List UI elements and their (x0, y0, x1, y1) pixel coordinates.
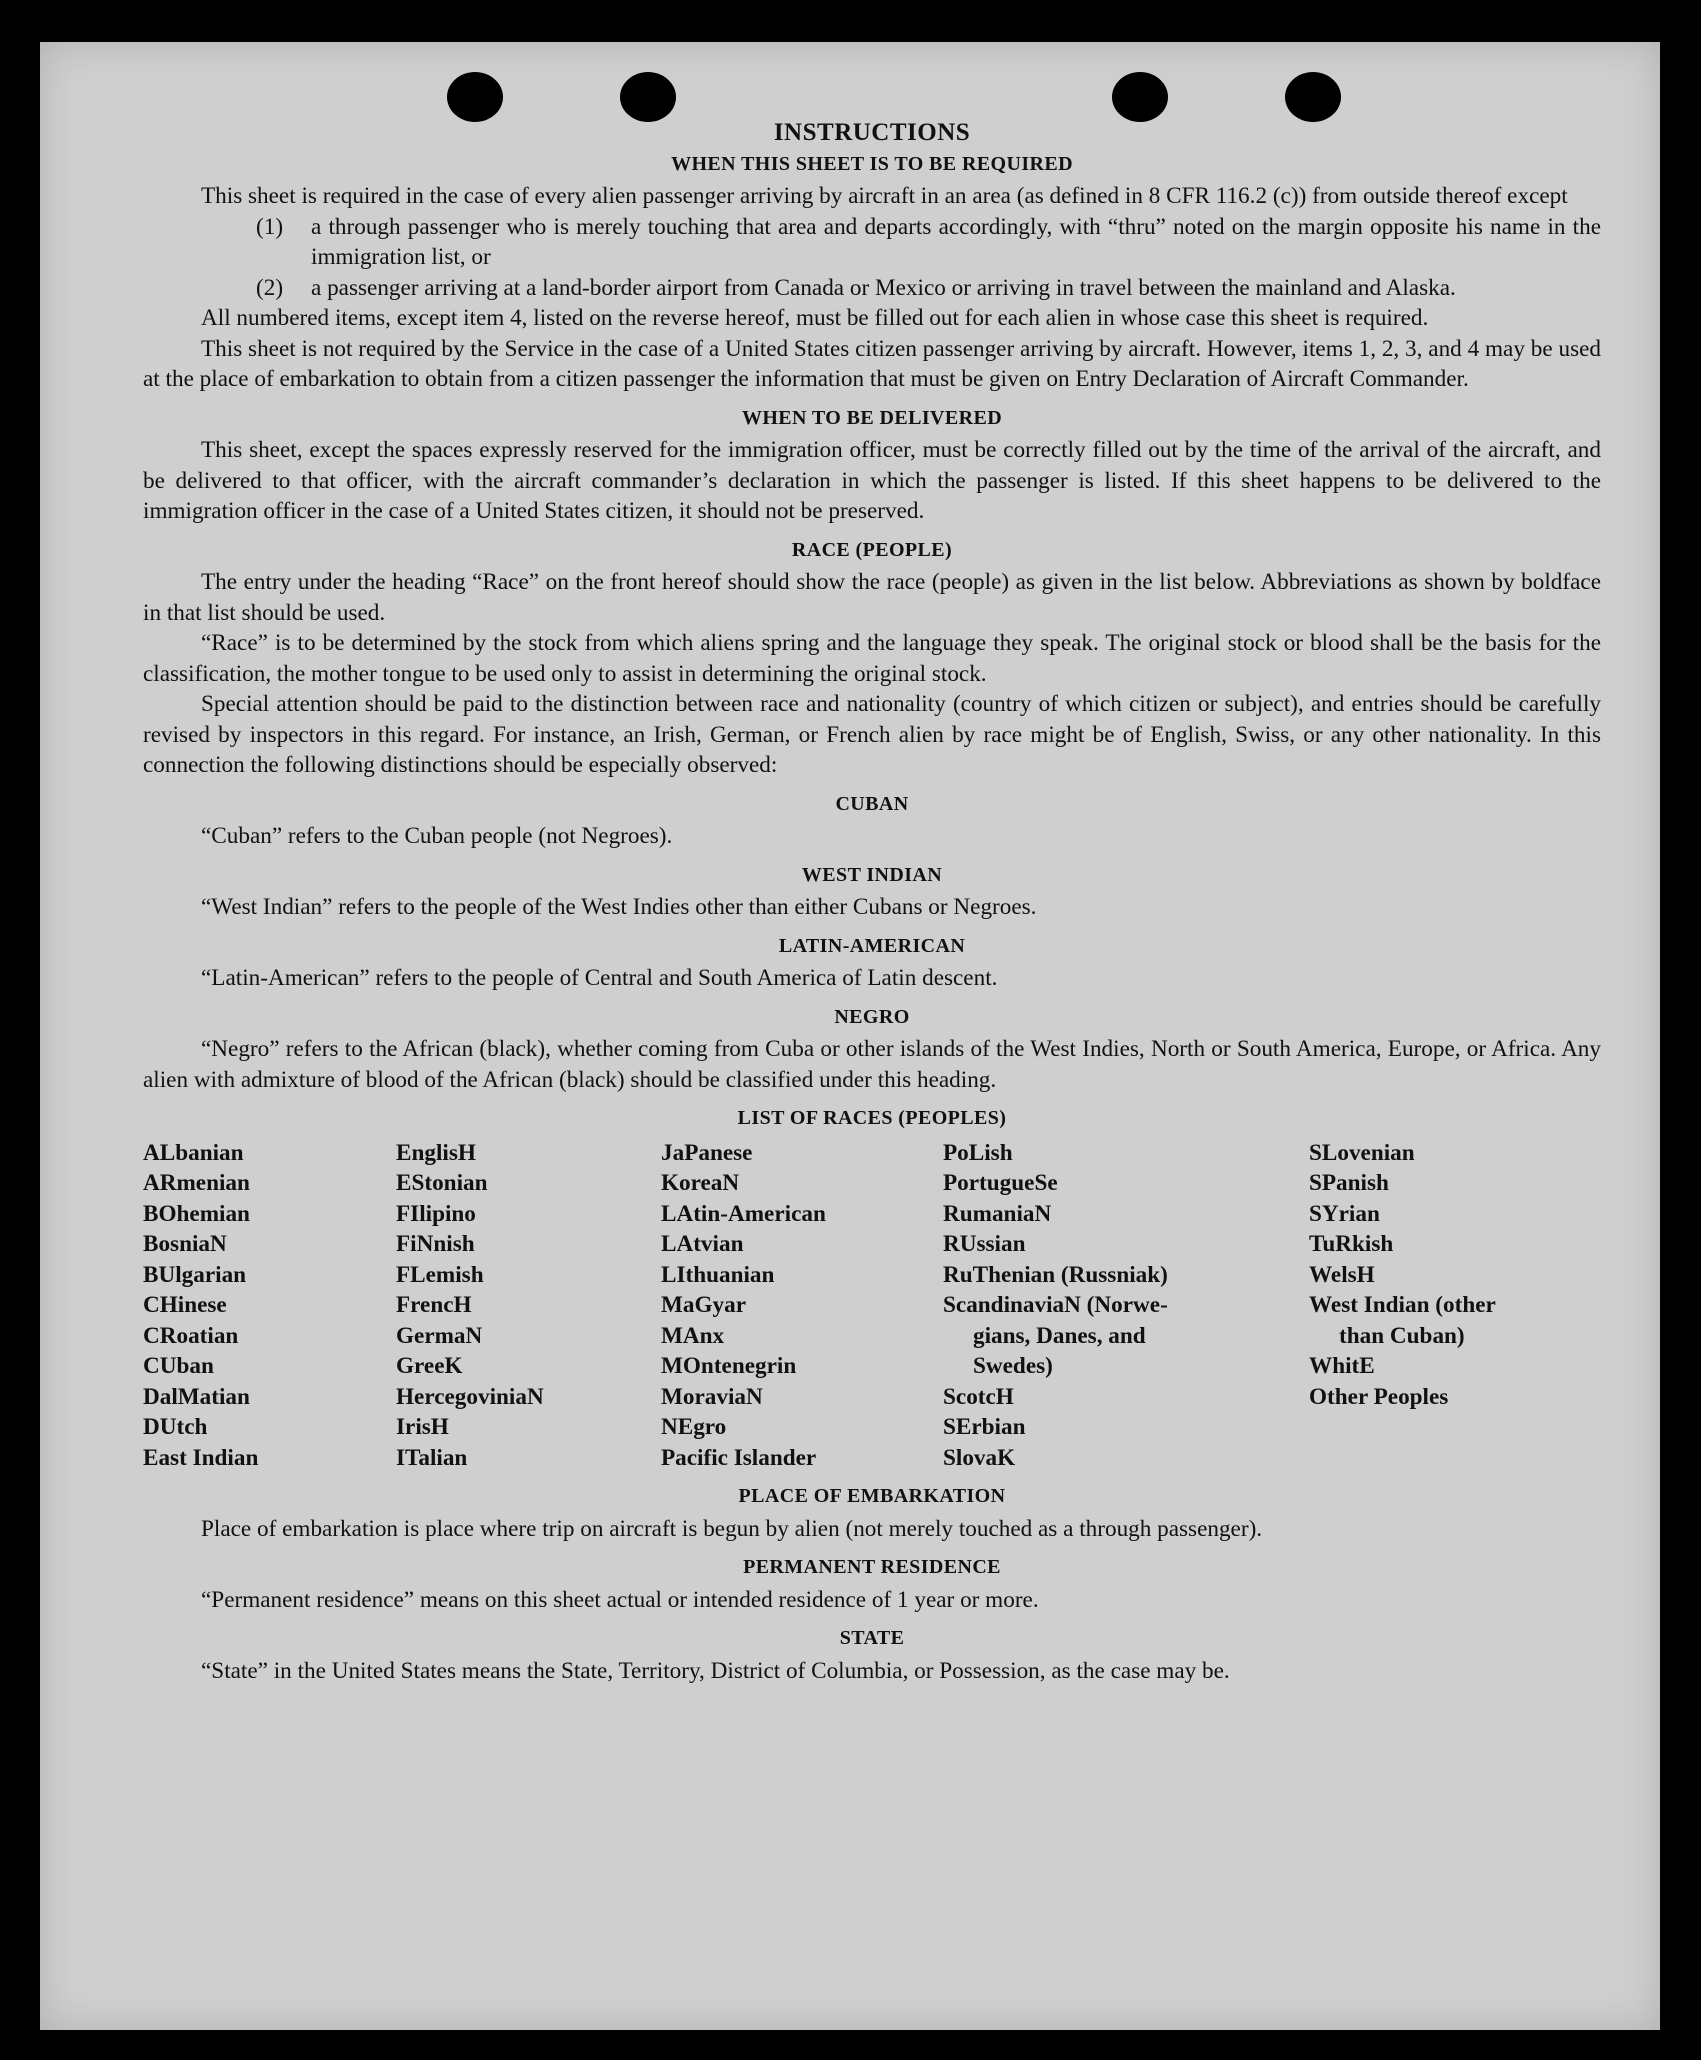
race-item: BosniaN (143, 1231, 227, 1257)
race-item: RuThenian (Russniak) (943, 1261, 1168, 1288)
paragraph: Place of embarkation is place where trip on aircraft is begun by alien (not merely touched as a through passenger). (201, 1515, 1263, 1542)
paragraph: “Race” is to be determined by the stock from which aliens spring and the language they speak. The original stock or blood shall be the basis for the classification, the mother tongue to be used only to assist in determining the original stock. (143, 630, 1601, 687)
paragraph: “Latin-American” refers to the people of Central and South America of Latin descent. (201, 965, 998, 991)
race-item: DUtch (143, 1414, 208, 1440)
race-item: ALbanian (143, 1139, 244, 1166)
paragraph: Special attention should be paid to the distinction between race and nationality (country of which citizen or subject), and entries should be carefully revised by inspectors in this regard. For instance, an Irish, German, or French alien by race might be of English, Swiss, or any other nationality. In this connection the following distinctions should be especially observed: (143, 691, 1601, 778)
race-item: ScotcH (943, 1383, 1014, 1410)
race-item: BUlgarian (143, 1261, 247, 1288)
race-column (396, 1138, 661, 1474)
paragraph: “West Indian” refers to the people of the West Indies other than either Cubans or Negroes. (201, 894, 1037, 920)
race-item: CHinese (143, 1292, 227, 1318)
race-item: PoLish (943, 1139, 1013, 1166)
section-heading: LIST OF RACES (PEOPLES) (737, 1107, 1007, 1129)
race-item: CUban (143, 1353, 214, 1379)
numbered-item (143, 273, 1601, 304)
section-heading: NEGRO (834, 1005, 910, 1028)
section-heading: PERMANENT RESIDENCE (743, 1556, 1001, 1578)
race-item: ITalian (396, 1444, 468, 1471)
race-item: FiNnish (396, 1231, 475, 1257)
section-heading: WEST INDIAN (801, 863, 943, 886)
race-item: WelsH (1309, 1261, 1375, 1288)
paragraph: This sheet is not required by the Service in the case of a United States citizen passenger arriving by aircraft. However, items 1, 2, 3, and 4 may be used at the place of embarkation to obtain from a citizen passenger the information that must be given on Entry Declaration of Aircraft Commander. (143, 335, 1601, 392)
race-item: TuRkish (1309, 1231, 1394, 1257)
race-item: LAtvian (661, 1231, 744, 1257)
race-item: FLemish (396, 1261, 484, 1288)
race-item: FIlipino (396, 1200, 476, 1227)
instructions-content (143, 118, 1601, 1686)
race-item: GermaN (396, 1322, 483, 1349)
paragraph: “State” in the United States means the State, Territory, District of Columbia, or Possession, as the case may be. (201, 1657, 1230, 1684)
race-column (143, 1138, 396, 1474)
race-item: DalMatian (143, 1383, 250, 1410)
punch-hole (447, 72, 503, 122)
race-item: NEgro (661, 1414, 727, 1440)
race-item: LAtin-American (661, 1200, 826, 1227)
race-item: BOhemian (143, 1200, 250, 1227)
race-item: ARmenian (143, 1170, 250, 1196)
race-column (943, 1138, 1309, 1474)
race-item: SPanish (1309, 1170, 1389, 1196)
paragraph: This sheet is required in the case of every alien passenger arriving by aircraft in an area (as defined in 8 CFR 116.2 (c)) from outside thereof except (201, 183, 1568, 209)
race-item: MAnx (661, 1322, 725, 1349)
race-item: KoreaN (661, 1170, 740, 1196)
item-number: (1) (256, 213, 284, 240)
race-item: CRoatian (143, 1322, 239, 1349)
paragraph: “Cuban” refers to the Cuban people (not Negroes). (201, 823, 673, 849)
race-item: WhitE (1309, 1353, 1375, 1379)
race-item: RUssian (943, 1231, 1026, 1257)
race-item: GreeK (396, 1353, 463, 1379)
section-heading: RACE (PEOPLE) (791, 538, 953, 561)
race-item: EStonian (396, 1170, 488, 1196)
punch-hole (620, 72, 676, 122)
paragraph: This sheet, except the spaces expressly reserved for the immigration officer, must be correctly filled out by the time of the arrival of the aircraft, and be delivered to that officer, with the aircraft commander’s declaration in which the passenger is listed. If this sheet happens to be delivered to the immigration officer in the case of a United States citizen, it should not be preserved. (143, 437, 1601, 524)
race-item: MaGyar (661, 1292, 746, 1318)
numbered-item (143, 212, 1601, 273)
paragraph: “Permanent residence” means on this sheet actual or intended residence of 1 year or more. (201, 1586, 1039, 1613)
race-item: MOntenegrin (661, 1353, 797, 1379)
race-item: SYrian (1309, 1200, 1380, 1227)
paragraph: All numbered items, except item 4, listed on the reverse hereof, must be filled out for each alien in whose case this sheet is required. (201, 305, 1429, 331)
section-heading: STATE (839, 1627, 905, 1649)
race-item: RumaniaN (943, 1200, 1052, 1227)
document-sheet (40, 42, 1660, 2030)
race-item: Pacific Islander (661, 1444, 817, 1471)
section-heading: LATIN-AMERICAN (778, 934, 966, 957)
section-heading: WHEN THIS SHEET IS TO BE REQUIRED (671, 152, 1073, 175)
section-heading: CUBAN (835, 792, 909, 815)
race-column (1309, 1138, 1601, 1474)
race-item: ScandinaviaN (Norwe- (943, 1292, 1168, 1318)
race-item: IrisH (396, 1414, 449, 1440)
race-list (143, 1138, 1601, 1474)
race-item: HercegoviniaN (396, 1383, 544, 1410)
punch-hole (1285, 72, 1341, 122)
race-item: FrencH (396, 1292, 472, 1318)
race-item: JaPanese (661, 1139, 753, 1166)
race-item: EnglisH (396, 1139, 476, 1166)
item-number: (2) (256, 274, 284, 301)
paragraph: “Negro” refers to the African (black), whether coming from Cuba or other islands of the West Indies, North or South America, Europe, or Africa. Any alien with admixture of blood of the African (black) should be classified under this heading. (143, 1036, 1601, 1093)
race-item: LIthuanian (661, 1261, 775, 1288)
race-item: PortugueSe (943, 1170, 1058, 1196)
race-item: MoraviaN (661, 1383, 763, 1410)
punch-hole (1112, 72, 1168, 122)
paragraph: The entry under the heading “Race” on the front hereof should show the race (people) as given in the list below. Abbreviations as shown by boldface in that list should be used. (143, 569, 1601, 626)
section-heading: PLACE OF EMBARKATION (738, 1485, 1006, 1507)
item-text: a through passenger who is merely touching that area and departs accordingly, with “thru” noted on the margin opposite his name in the immigration list, or (311, 213, 1601, 270)
race-item: Other Peoples (1309, 1383, 1449, 1410)
race-item: East Indian (143, 1444, 259, 1471)
item-text: a passenger arriving at a land-border airport from Canada or Mexico or arriving in travel between the mainland and Alaska. (311, 274, 1456, 301)
race-item: Swedes) (973, 1353, 1053, 1379)
race-item: SlovaK (943, 1444, 1016, 1471)
race-item: SErbian (943, 1414, 1026, 1440)
section-heading: WHEN TO BE DELIVERED (741, 406, 1003, 429)
race-item: gians, Danes, and (973, 1322, 1146, 1349)
race-item: SLovenian (1309, 1139, 1415, 1166)
page-title: INSTRUCTIONS (773, 119, 971, 146)
race-item: West Indian (other (1309, 1292, 1496, 1318)
race-column (661, 1138, 943, 1474)
race-item: than Cuban) (1339, 1322, 1465, 1349)
